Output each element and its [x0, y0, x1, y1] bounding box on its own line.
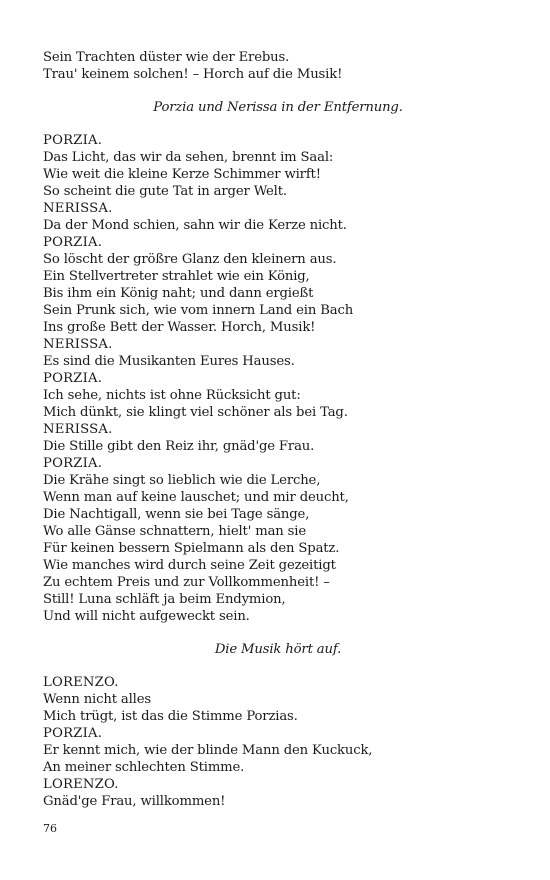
verse-line: Wenn man auf keine lauschet; und mir deucht,	[43, 490, 349, 505]
speaker-name: PORZIA.	[43, 726, 103, 741]
verse-line: Die Nachtigall, wenn sie bei Tage sänge,	[43, 507, 310, 522]
verse-line: So scheint die gute Tat in arger Welt.	[43, 184, 287, 199]
verse-line: Ein Stellvertreter strahlet wie ein König,	[43, 269, 310, 284]
verse-line: Das Licht, das wir da sehen, brennt im Saal:	[43, 150, 334, 165]
speaker-name: NERISSA.	[43, 422, 113, 437]
verse-line: Gnäd'ge Frau, willkommen!	[43, 794, 226, 809]
page-number: 76	[43, 822, 57, 835]
verse-line: Sein Trachten düster wie der Erebus.	[43, 50, 290, 65]
verse-line: Wie weit die kleine Kerze Schimmer wirft!	[43, 167, 321, 182]
stage-direction: Die Musik hört auf.	[214, 642, 342, 657]
verse-line: Es sind die Musikanten Eures Hauses.	[43, 354, 295, 369]
speaker-name: PORZIA.	[43, 456, 103, 471]
verse-line: An meiner schlechten Stimme.	[43, 760, 245, 775]
speaker-name: PORZIA.	[43, 371, 103, 386]
speaker-name: NERISSA.	[43, 201, 113, 216]
verse-line: Bis ihm ein König naht; und dann ergießt	[43, 286, 314, 301]
verse-line: Trau' keinem solchen! – Horch auf die Musik!	[43, 67, 343, 82]
play-text	[43, 49, 513, 810]
verse-line: Wenn nicht alles	[43, 692, 152, 707]
speaker-name: LORENZO.	[43, 675, 119, 690]
stage-direction: Porzia und Nerissa in der Entfernung.	[153, 100, 403, 115]
verse-line: Ich sehe, nichts ist ohne Rücksicht gut:	[43, 388, 301, 403]
verse-line: Da der Mond schien, sahn wir die Kerze nicht.	[43, 218, 347, 233]
verse-line: Die Krähe singt so lieblich wie die Lerche,	[43, 473, 321, 488]
verse-line: Und will nicht aufgeweckt sein.	[43, 609, 250, 624]
speaker-name: LORENZO.	[43, 777, 119, 792]
verse-line: Still! Luna schläft ja beim Endymion,	[43, 592, 286, 607]
verse-line: Ins große Bett der Wasser. Horch, Musik!	[43, 320, 316, 335]
speaker-name: PORZIA.	[43, 133, 103, 148]
speaker-name: PORZIA.	[43, 235, 103, 250]
verse-line: Mich dünkt, sie klingt viel schöner als bei Tag.	[43, 405, 348, 420]
verse-line: So löscht der größre Glanz den kleinern aus.	[43, 252, 337, 267]
verse-line: Wo alle Gänse schnattern, hielt' man sie	[43, 524, 307, 539]
speaker-name: NERISSA.	[43, 337, 113, 352]
verse-line: Für keinen bessern Spielmann als den Spatz.	[43, 541, 340, 556]
verse-line: Mich trügt, ist das die Stimme Porzias.	[43, 709, 298, 724]
verse-line: Die Stille gibt den Reiz ihr, gnäd'ge Frau.	[43, 439, 315, 454]
verse-line: Zu echtem Preis und zur Vollkommenheit! –	[43, 575, 330, 590]
verse-line: Er kennt mich, wie der blinde Mann den Kuckuck,	[43, 743, 373, 758]
verse-line: Wie manches wird durch seine Zeit gezeitigt	[43, 558, 336, 573]
verse-line: Sein Prunk sich, wie vom innern Land ein Bach	[43, 303, 354, 318]
